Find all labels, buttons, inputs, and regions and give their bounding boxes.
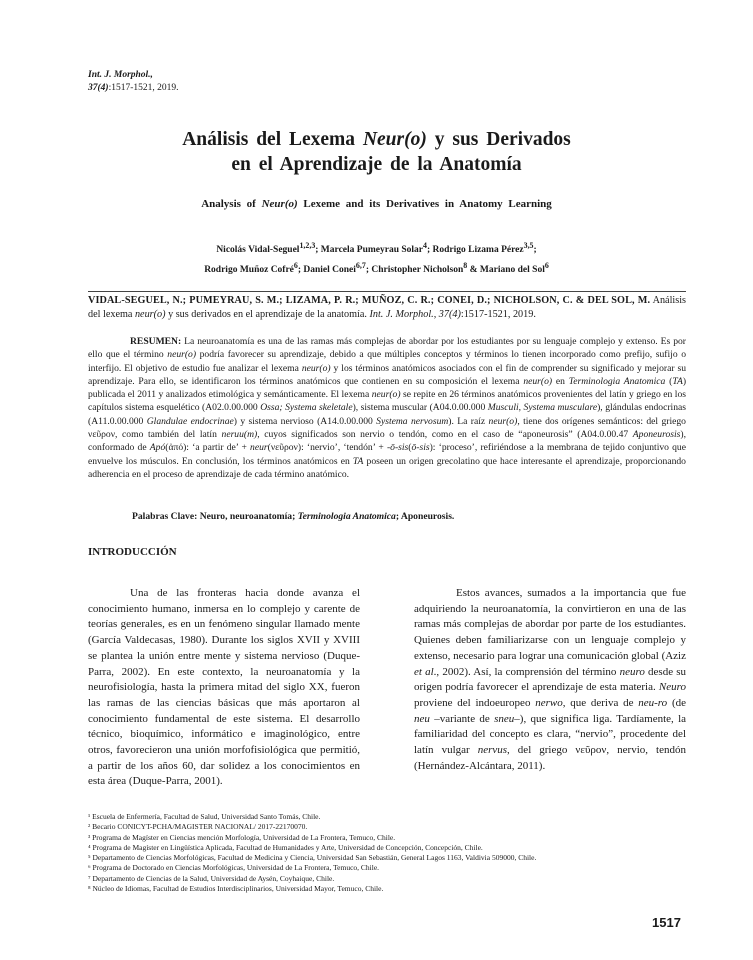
body-term: neu (414, 712, 430, 725)
body-text: desde su origen podría favorecer el aprendizaje de esta materia. (414, 665, 687, 694)
author-list (0, 238, 753, 278)
citation-text: y sus derivados en el aprendizaje de la anatomía. (165, 309, 370, 320)
citation-pages: :1517-1521, 2019. (460, 309, 536, 320)
abstract-text: podría favorecer su aprendizaje, debido a que múltiples conceptos y términos lo tienen incorporado como prefijo, sufijo o interfijo. El objetivo de estudio fue analizar el lexema (88, 349, 686, 374)
author-affiliation: 6,7 (355, 261, 366, 271)
footnote: ⁷ Departamento de Ciencias de la Salud, Universidad de Aysén, Coyhaique, Chile. (88, 873, 335, 883)
abstract-text: y los términos anatómicos asociados con el fin de comprender su significado y mejorar su aprendizaje. Para ello, se identificaron los términos anatómicos que contienen en su composición el lexema (88, 362, 686, 387)
author-name: Nicolás Vidal-Seguel (216, 245, 300, 256)
body-text: proviene del indoeuropeo (414, 696, 536, 709)
page-number: 1517 (652, 915, 681, 930)
authors-line-1 (0, 238, 753, 258)
header-divider (88, 291, 686, 292)
body-column-right (414, 586, 686, 774)
author-name: ; Christopher Nicholson (365, 265, 464, 276)
abstract-text: , cuyos significados son nervio o tendón, como en el caso de “aponeurosis” (A04.0.00.47 (257, 429, 633, 441)
keywords-label: Palabras Clave: (132, 511, 198, 522)
abstract-term: neur(o) (488, 415, 518, 427)
abstract-term: neur(o) (301, 362, 331, 374)
abstract-label: RESUMEN: (130, 336, 182, 347)
body-term: et al (414, 665, 434, 678)
authors-line-2 (0, 258, 753, 278)
abstract-text: ) publicada el 2011 y analizados etimológica y semánticamente. El lexema (88, 375, 687, 401)
journal-pages: :1517-1521, 2019. (108, 82, 179, 93)
abstract-term: Apó (149, 442, 166, 454)
journal-name: Int. J. Morphol., (88, 70, 153, 80)
body-column-left: Una de las fronteras hacia donde avanza el conocimiento humano, inmersa en lo complejo y carente de teorías generales, es en un fenómeno singular llamado mente (García Valdecasas, 1980). Durante los siglos XVII y XVIII se plantea la unión entre mente y sistema nervioso (Duque-Parra, 2002). En este contexto, la neuroanatomía y la neurofisiología, hasta la primera mitad del siglo XX, fueron las ramas de las ciencias básicas que más aportaron al conocimiento fundamental de este sistema. El desarrollo técnico, bioquímico, informático e imaginológico, entre otros, favorecieron una unión morfofisiológica que permitió, a partir de los años 60, dar solidez a los conocimientos en esta área (Duque-Parra, 2001). (88, 587, 360, 788)
body-term: nerwo (535, 696, 563, 709)
author-affiliation: 6 (544, 261, 549, 271)
abstract-text: La neuroanatomía es una de las ramas más complejas de abordar por los estudiantes por su lenguaje complejo y extenso. Es por ello que el término (88, 336, 686, 361)
body-text: , que deriva de (562, 696, 639, 709)
body-term: neu-ro (638, 696, 668, 709)
keyword: Terminologia Anatomica (297, 511, 396, 522)
subtitle-text-a: Analysis of (201, 198, 262, 210)
journal-volume: 37(4) (88, 82, 109, 93)
abstract-text: poseen un origen grecolatino que hace interesante el aprendizaje, proporcionando adherencia en el proceso de aprendizaje de cada término anatómico. (88, 455, 686, 480)
footnote: ⁸ Núcleo de Idiomas, Facultad de Estudios Interdisciplinarios, Universidad Mayor, Temuco, Chile. (88, 884, 384, 894)
body-text: ., 2002). Así, la comprensión del término (433, 665, 620, 678)
abstract-text: , tiene dos orígenes semánticos: del griego νεῦρον, como también del latín (88, 415, 686, 441)
title-text-b: y sus Derivados (426, 129, 571, 150)
title-line-1 (0, 127, 753, 152)
abstract-term: Ossa; Systema skeletale (260, 402, 353, 414)
abstract-term: Terminologia Anatomica (568, 375, 666, 387)
abstract-text: ( (408, 442, 412, 454)
body-term: neuro (619, 665, 645, 678)
author-affiliation: 8 (463, 261, 468, 271)
body-text: , del griego νεῦρον, nervio, tendón (Hernández-Alcántara, 2011). (414, 744, 686, 772)
abstract-term: Aponeurosis (632, 429, 681, 441)
title-term: Neur(o) (362, 129, 427, 150)
abstract-term: TA (352, 455, 364, 467)
citation-text: Análisis del lexema (88, 295, 686, 320)
author-name: ; Rodrigo Lizama Pérez (426, 245, 524, 256)
abstract-term: -ō-sis (386, 442, 409, 454)
abstract-text: (ἀπό): ‘a partir de’ + (165, 442, 251, 454)
abstract-text: ( (665, 375, 673, 387)
citation-term: neur(o) (134, 309, 166, 320)
abstract-text: ). La raíz (448, 415, 489, 427)
abstract-term: neur (250, 442, 268, 454)
footnote: ² Becario CONICYT-PCHA/MAGISTER NACIONAL/ 2017-22170070. (88, 822, 308, 832)
author-name: ; Daniel Conei (297, 265, 356, 276)
author-name: & Mariano del Sol (467, 265, 545, 276)
keyword: ; Aponeurosis. (395, 511, 455, 522)
affiliation-footnotes (88, 812, 708, 894)
keyword: Neuro, neuroanatomía; (197, 511, 298, 522)
abstract-text: ), glándulas endocrinas (A11.0.00.000 (88, 402, 687, 427)
author-name: ; Marcela Pumeyrau Solar (315, 245, 423, 256)
article-subtitle (0, 198, 753, 210)
author-affiliation: 4 (423, 241, 427, 250)
abstract-term: neur(o) (167, 349, 197, 361)
abstract (88, 335, 686, 481)
author-separator: ; (533, 245, 537, 256)
abstract-text: ), conformado de (88, 429, 686, 454)
footnote: ⁵ Departamento de Ciencias Morfológicas, Facultad de Medicina y Ciencia, Universidad San Sebastián, General Lagos 1163, Valdivia 509000, Chile. (88, 853, 537, 863)
abstract-term: Systema nervosum (376, 415, 449, 427)
abstract-term: Glandulae endocrinae (146, 415, 234, 427)
abstract-term: TA (672, 375, 683, 387)
abstract-text: (νεῦρον): ‘nervio’, ‘tendón’ + (267, 442, 387, 454)
abstract-text: ), sistema muscular (A04.0.00.000 (352, 402, 488, 414)
body-term: nervus (477, 744, 508, 757)
abstract-text: en (552, 375, 569, 387)
journal-reference (88, 69, 179, 94)
author-affiliation: 3,5 (523, 241, 534, 250)
citation-authors: VIDAL-SEGUEL, N.; PUMEYRAU, S. M.; LIZAMA, P. R.; MUÑOZ, C. R.; CONEI, D.; NICHOLSON, C. & DEL SOL, M. (88, 295, 651, 306)
author-affiliation: 1,2,3 (299, 241, 316, 250)
title-text-a: Análisis del Lexema (182, 129, 363, 150)
abstract-text: se repite en 26 términos anatómicos provenientes del latín y griego en los capítulos sistema esquelético (A02.0.00.000 (88, 389, 686, 414)
abstract-text: ): ‘proceso’, refiriéndose a la membrana de tejido conjuntivo que envuelve los músculos. En conclusión, los términos anatómicos en (88, 442, 686, 467)
abstract-term: ō-sis (411, 442, 430, 454)
body-term: sneu (494, 712, 515, 725)
abstract-term: neur(o) (523, 375, 553, 387)
subtitle-text-b: Lexeme and its Derivatives in Anatomy Learning (297, 198, 552, 210)
body-text: –variante de (429, 712, 495, 725)
abstract-text: ) y sistema nervioso (A14.0.00.000 (233, 415, 377, 427)
body-term: Neuro (658, 681, 686, 694)
footnote: ³ Programa de Magíster en Ciencias mención Morfología, Universidad de La Frontera, Temuco, Chile. (88, 832, 396, 842)
abstract-term: neur(o) (371, 389, 401, 401)
author-name: Rodrigo Muñoz Cofré (204, 265, 294, 276)
body-text: –), que significa liga. Tardíamente, la familiaridad del concepto es clara, “nervio”, procedente del latín vulgar (414, 712, 687, 757)
footnote: ¹ Escuela de Enfermería, Facultad de Salud, Universidad Santo Tomás, Chile. (88, 812, 321, 821)
section-heading-introduction: INTRODUCCIÓN (88, 546, 177, 558)
author-affiliation: 6 (293, 261, 298, 271)
abstract-term: Musculi, Systema musculare (487, 402, 598, 414)
body-text: (de (667, 696, 686, 709)
keywords (132, 511, 454, 522)
citation-journal: Int. J. Morphol., 37(4) (369, 309, 461, 320)
footnote: ⁶ Programa de Doctorado en Ciencias Morfológicas, Universidad de La Frontera, Temuco, Chile. (88, 863, 380, 873)
body-text: Estos avances, sumados a la importancia que fue adquiriendo la neuroanatomía, la convirtieron en una de las ramas más complejas de abordar por parte de los estudiantes. Quienes deben familiarizarse con un lenguaje complejo y extenso, necesario para lograr una comunicación global (Aziz (414, 587, 686, 662)
citation-block (88, 294, 686, 322)
article-title (0, 127, 753, 177)
journal-volume-line (88, 82, 179, 95)
abstract-term: neruu(m) (221, 429, 258, 441)
subtitle-term: Neur(o) (261, 198, 298, 210)
footnote: ⁴ Programa de Magíster en Lingüística Aplicada, Facultad de Humanidades y Arte, Universidad de Concepción, Concepción, Chile. (88, 842, 483, 852)
title-line-2: en el Aprendizaje de la Anatomía (231, 154, 522, 175)
